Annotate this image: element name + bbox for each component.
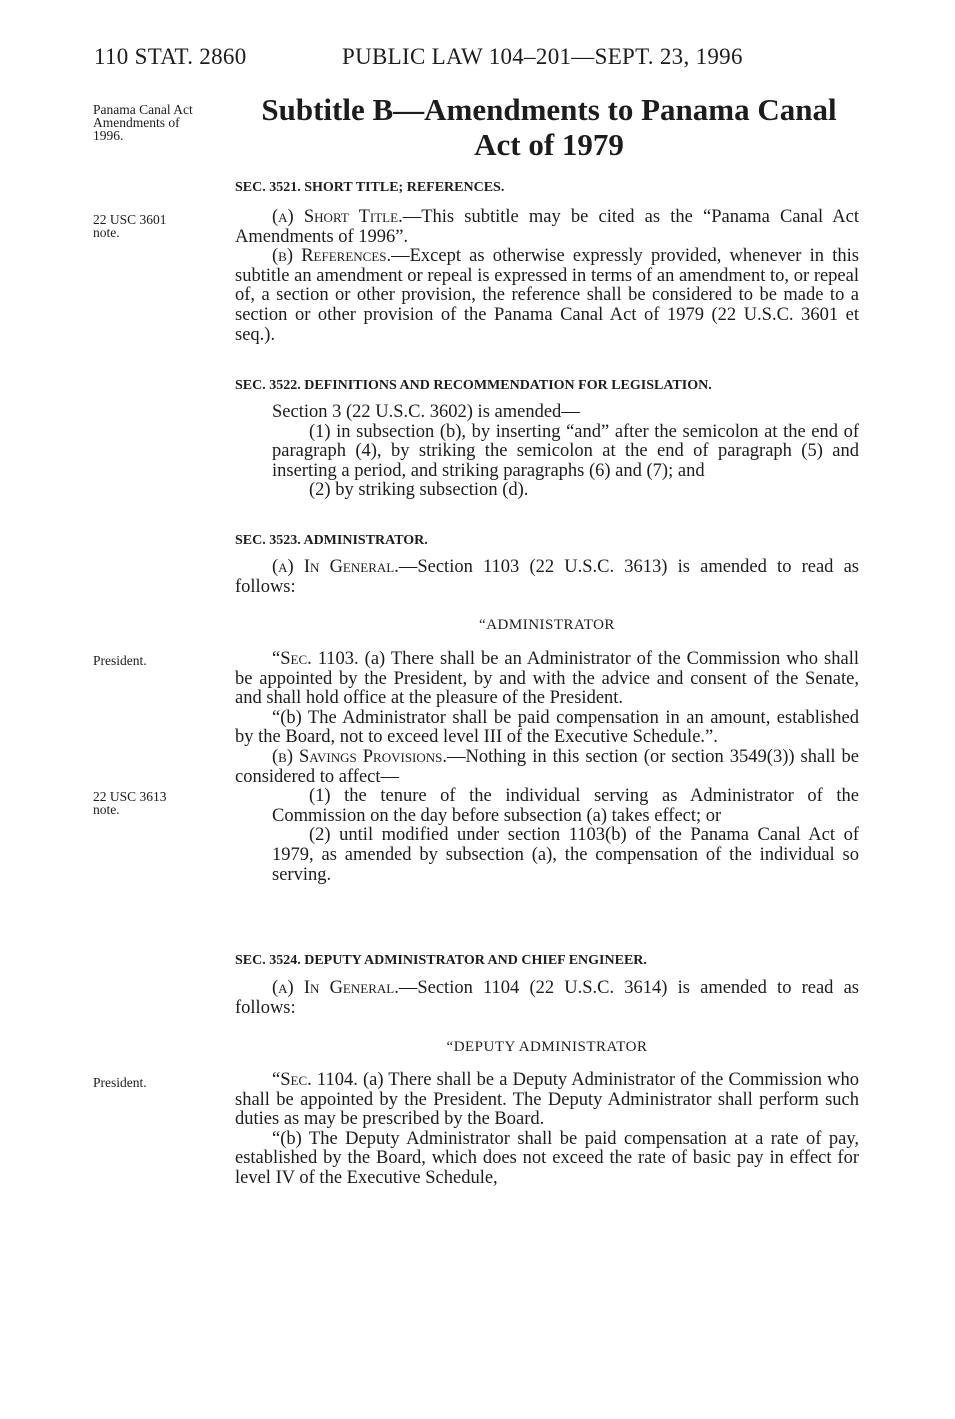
sec3522-intro: Section 3 (22 U.S.C. 3602) is amended—: [272, 402, 580, 422]
sec3522-item-2: (2) by striking subsection (d).: [309, 480, 529, 501]
section-3522-heading: SEC. 3522. DEFINITIONS AND RECOMMENDATION FOR LEGISLATION.: [235, 378, 712, 393]
subtitle-heading-line2: Act of 1979: [474, 127, 624, 162]
sec3522-item-1: (1) in subsection (b), by inserting “and” after the semicolon at the end of paragraph (4), by striking the semicolon at the end of paragraph (5) and inserting a period, and striking paragraphs (6) and (7); and: [272, 421, 859, 481]
margin-note-president-1: President.: [93, 653, 147, 668]
margin-note-usc-3601: 22 USC 3601 note.: [93, 212, 167, 240]
section-3523-heading: SEC. 3523. ADMINISTRATOR.: [235, 533, 428, 548]
public-law-citation: PUBLIC LAW 104–201—SEPT. 23, 1996: [342, 44, 743, 69]
subtitle-heading: [236, 92, 862, 162]
deputy-administrator-center-heading: “DEPUTY ADMINISTRATOR: [446, 1039, 648, 1055]
sec3524-para-a: (a) In General.—Section 1104 (22 U.S.C. 3614) is amended to read as follows:: [235, 978, 859, 1018]
section-3524-quoted-body: [235, 1071, 859, 1189]
sec3523-para-a: (a) In General.—Section 1103 (22 U.S.C. 3613) is amended to read as follows:: [235, 557, 859, 597]
sec3523-para-b: (b) Savings Provisions.—Nothing in this section (or section 3549(3)) shall be considered to affect—: [235, 746, 859, 787]
section-3522-body: [235, 403, 859, 501]
sec1103-para-a: “Sec. 1103. (a) There shall be an Administrator of the Commission who shall be appointed by the President, by and with the advice and consent of the Senate, and shall hold office at the pleasure of the President.: [235, 649, 859, 709]
sec3523-item-1: (1) the tenure of the individual serving as Administrator of the Commission on the day before subsection (a) takes effect; or: [272, 786, 859, 826]
sec1104-para-b: “(b) The Deputy Administrator shall be paid compensation at a rate of pay, established by the Board, which does not exceed the rate of basic pay in effect for level IV of the Executive Schedule,: [235, 1128, 859, 1188]
section-3523-quoted-body: [235, 650, 859, 885]
sec3523-item-2: (2) until modified under section 1103(b) of the Panama Canal Act of 1979, as amended by subsection (a), the compensation of the individual so serving.: [272, 825, 859, 885]
section-3524-intro-body: [235, 979, 859, 1018]
margin-note-usc-3613: 22 USC 3613 note.: [93, 789, 167, 817]
section-3523-intro-body: [235, 558, 859, 597]
section-3521-heading: SEC. 3521. SHORT TITLE; REFERENCES.: [235, 180, 505, 195]
margin-note-act-name: Panama Canal Act Amendments of 1996.: [93, 102, 193, 143]
subtitle-heading-line1: Subtitle B—Amendments to Panama Canal: [261, 92, 837, 127]
sec1104-para-a: “Sec. 1104. (a) There shall be a Deputy Administrator of the Commission who shall be appointed by the President. The Deputy Administrator shall perform such duties as may be prescribed by the Board.: [235, 1070, 859, 1130]
section-3521-body: [235, 208, 859, 345]
sec3521-para-b: (b) References.—Except as otherwise expressly provided, whenever in this subtitle an amendment or repeal is expressed in terms of an amendment to, or repeal of, a section or other provision, the reference shall be considered to be made to a section or other provision of the Panama Canal Act of 1979 (22 U.S.C. 3601 et seq.).: [235, 246, 859, 345]
sec3521-para-a: (a) Short Title.—This subtitle may be cited as the “Panama Canal Act Amendments of 1996”.: [235, 207, 859, 247]
section-3524-heading: SEC. 3524. DEPUTY ADMINISTRATOR AND CHIEF ENGINEER.: [235, 953, 647, 968]
sec1103-para-b: “(b) The Administrator shall be paid compensation in an amount, established by the Board, not to exceed level III of the Executive Schedule.”.: [235, 707, 859, 748]
stat-page-number: 110 STAT. 2860: [94, 44, 247, 69]
administrator-center-heading: “ADMINISTRATOR: [479, 617, 615, 633]
margin-note-president-2: President.: [93, 1075, 147, 1090]
